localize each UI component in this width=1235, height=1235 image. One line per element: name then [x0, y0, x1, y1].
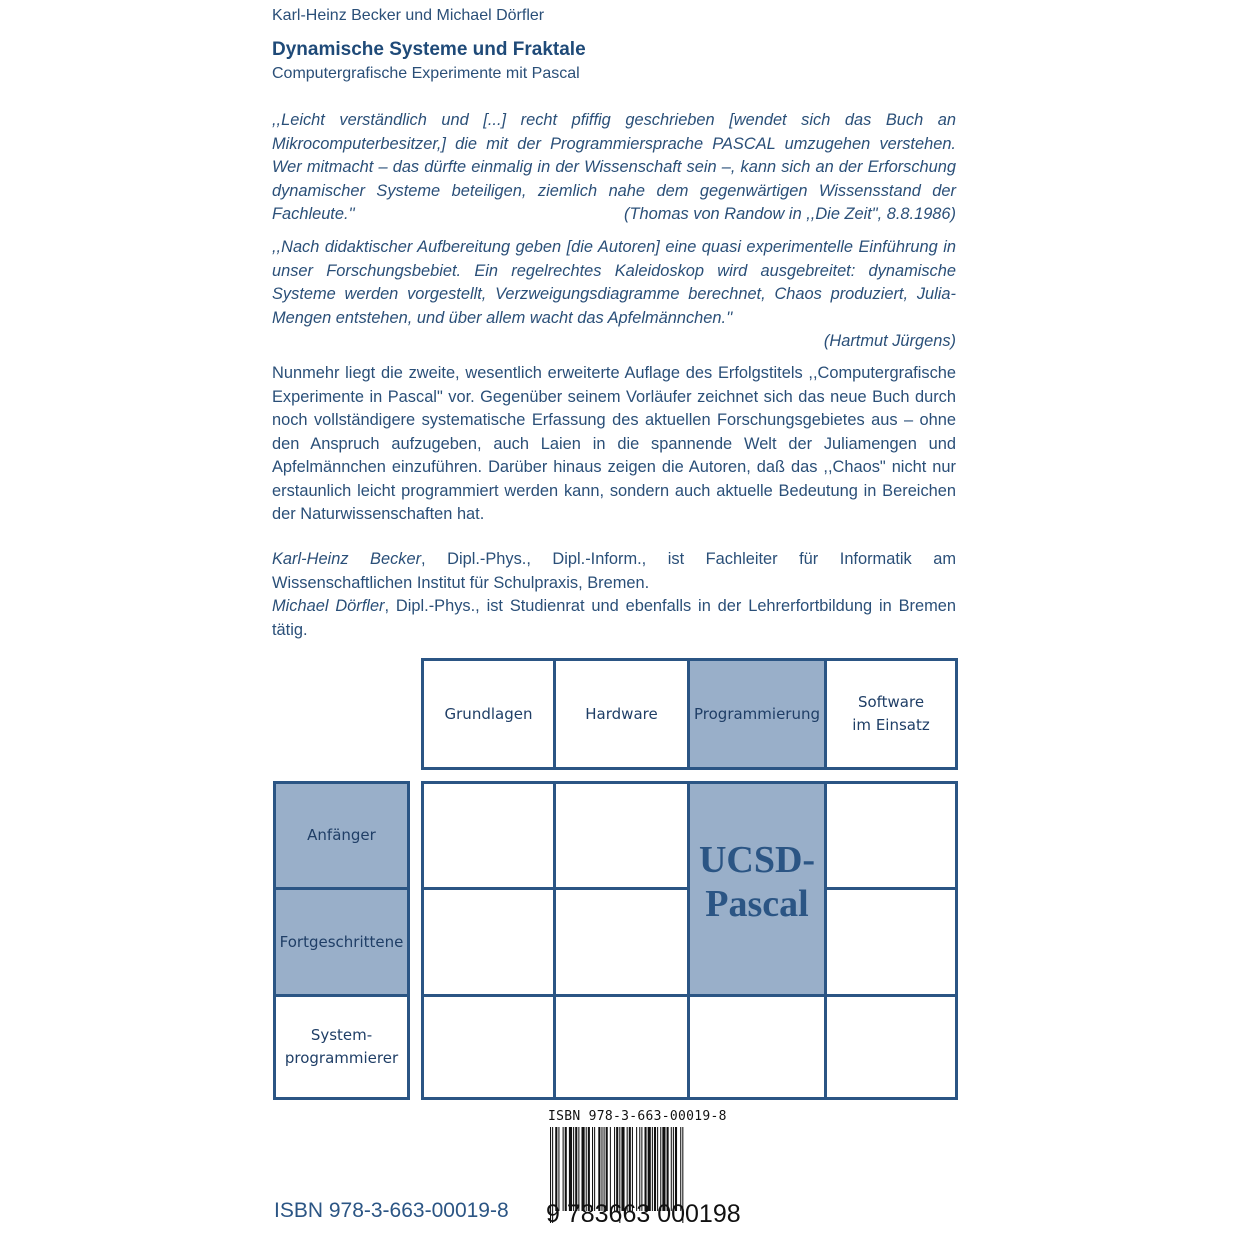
barcode-bar: [563, 1127, 564, 1211]
isbn-number: ISBN 978-3-663-00019-8: [274, 1199, 509, 1222]
grid-cell: [824, 781, 958, 890]
barcode-bar: [652, 1127, 653, 1211]
barcode-bar: [675, 1127, 677, 1211]
barcode-bar: [654, 1127, 656, 1211]
book-title: Dynamische Systeme und Fraktale: [272, 39, 586, 60]
barcode-bar: [604, 1127, 605, 1211]
barcode-bar: [648, 1127, 651, 1211]
barcode-bar: [639, 1127, 640, 1211]
book-subtitle: Computergrafische Experimente mit Pascal: [272, 65, 580, 82]
barcode-bar: [616, 1127, 618, 1211]
barcode-bar: [627, 1127, 628, 1211]
barcode-isbn-caption: ISBN 978-3-663-00019-8: [548, 1109, 727, 1124]
bio-2: [272, 595, 956, 642]
barcode-bar: [578, 1127, 579, 1211]
quote-1-source: (Thomas von Randow in ,,Die Zeit", 8.8.1986): [624, 205, 956, 223]
barcode-bar: [667, 1127, 669, 1211]
barcode-bar: [598, 1127, 600, 1211]
row-label-fortgeschrittene: Fortgeschrittene: [273, 887, 410, 997]
grid-cell: [824, 887, 958, 997]
barcode-bar: [588, 1127, 590, 1211]
barcode-bar: [594, 1127, 595, 1211]
barcode-bar: [662, 1127, 665, 1211]
bio-2-name: Michael Dörfler: [272, 597, 385, 615]
author-bios: [272, 548, 956, 642]
grid-cell: [553, 781, 690, 890]
barcode-bar: [573, 1127, 574, 1211]
barcode-bar: [565, 1127, 567, 1211]
bio-1-name: Karl-Heinz Becker: [272, 550, 422, 568]
barcode-bar: [636, 1127, 637, 1211]
barcode-bar: [629, 1127, 631, 1211]
grid-cell: [824, 994, 958, 1100]
barcode-bar: [673, 1127, 674, 1211]
column-header-programmierung: Programmierung: [687, 658, 827, 770]
bio-1: [272, 548, 956, 595]
quote-2-text: ,,Nach didaktischer Aufbereitung geben [die Autoren] eine quasi experimentelle Einführung in unser Forschungsbebiet. Ein regelrechtes Kaleidoskop wird ausgebreitet: dynamische Systeme werden vorgestellt, Verzweigungsdiagramme berechnet, Chaos produziert, Julia-Mengen entstehen, und über allem wacht das Apfelmännchen.'': [272, 238, 956, 327]
barcode-bar: [575, 1127, 577, 1211]
barcode-bar: [582, 1127, 585, 1211]
barcode-bar: [641, 1127, 642, 1211]
grid-cell: [553, 887, 690, 997]
barcode-bar: [558, 1127, 559, 1211]
quote-2-source: (Hartmut Jürgens): [823, 332, 956, 350]
description-paragraph: Nunmehr liegt die zweite, wesentlich erweiterte Auflage des Erfolgstitels ,,Computergrafische Experimente in Pascal" vor. Gegenüber seinem Vorläufer zeichnet sich das neue Buch durch noch vollständigere systematische Erfassung des aktuellen Forschungsgebietes aus – ohne den Anspruch aufzugeben, auch Laien in die spannende Welt der Juliamengen und Apfelmännchen einzuführen. Darüber hinaus zeigen die Autoren, daß das ,,Chaos" nicht nur erstaunlich leicht programmiert werden kann, sondern auch aktuelle Bedeutung in Bereichen der Naturwissenschaften hat.: [272, 364, 956, 523]
grid-cell: [553, 994, 690, 1100]
barcode-bar: [657, 1127, 658, 1211]
barcode-digits: 9 783663 000198: [546, 1200, 741, 1228]
bio-1-text: , Dipl.-Phys., Dipl.-Inform., ist Fachleiter für Informatik am Wissenschaftlichen Institut für Schulpraxis, Bremen.: [272, 550, 957, 592]
grid-cell: [421, 994, 556, 1100]
row-label-anfaenger: Anfänger: [273, 781, 410, 890]
barcode-bar: [569, 1127, 572, 1211]
column-header-grundlagen: Grundlagen: [421, 658, 556, 770]
barcode-bar: [601, 1127, 602, 1211]
barcode-bar: [671, 1127, 672, 1211]
barcode-bar: [586, 1127, 587, 1211]
column-header-hardware: Hardware: [553, 658, 690, 770]
barcode-bar: [645, 1127, 647, 1211]
barcode-bar: [632, 1127, 633, 1211]
grid-cell: [687, 994, 827, 1100]
ucsd-pascal-label: UCSD- Pascal: [698, 839, 816, 925]
grid-cell: [421, 781, 556, 890]
column-header-software: Software im Einsatz: [824, 658, 958, 770]
barcode-bar: [555, 1127, 557, 1211]
barcode-bar: [610, 1127, 611, 1211]
barcode-bar: [621, 1127, 624, 1211]
bio-2-text: , Dipl.-Phys., ist Studienrat und ebenfalls in der Lehrerfortbildung in Bremen tätig.: [272, 597, 956, 639]
grid-cell: [421, 887, 556, 997]
barcode-bar: [660, 1127, 661, 1211]
barcode-bar: [614, 1127, 615, 1211]
barcode-bar: [592, 1127, 593, 1211]
quote-1-text: ,,Leicht verständlich und [...] recht pfiffig geschrieben [wendet sich das Buch an Mikrocomputerbesitzer,] die mit der Programmiersprache PASCAL umzugehen verstehen. Wer mitmacht – das dürfte einmalig in der Wissenschaft sein –, kann sich an der Erforschung dynamischer Systeme beteiligen, ziemlich nahe dem gegenwärtigen Wissensstand der Fachleute.'': [272, 111, 956, 223]
row-label-systemprogrammierer: System- programmierer: [273, 994, 410, 1100]
authors-line: Karl-Heinz Becker und Michael Dörfler: [272, 7, 545, 24]
barcode-bar: [606, 1127, 608, 1211]
barcode-bar: [680, 1127, 681, 1211]
quote-1: [272, 109, 956, 227]
